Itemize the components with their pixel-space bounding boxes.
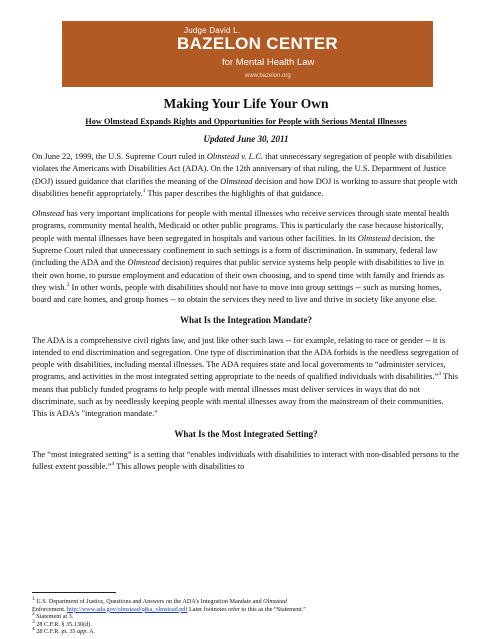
footnote-ref: 1 <box>142 188 146 195</box>
footnote-1-cont: Enforcement. http://www.ada.gov/olmstead/q&a_olmstead.pdf Later footnotes refer to this as the “Statement.” <box>32 605 306 613</box>
logo-url: www.bazelon.org <box>245 73 291 79</box>
page-title: Making Your Life Your Own <box>163 96 329 111</box>
footnote-ref: 2 <box>66 282 70 289</box>
footnotes <box>32 595 462 636</box>
bazelon-center-logo <box>62 21 433 87</box>
section-heading-integration-mandate: What Is the Integration Mandate? <box>180 314 312 325</box>
footnote-divider <box>32 592 116 593</box>
most-integrated-setting-paragraph: The “most integrated setting” is a setting that “enables individuals with disabilities to interact with non-disabled persons to the fullest extent possible.”$^4$ This allows people with disabilities to <box>32 448 459 471</box>
logo-judge-name: Judge David L. <box>184 26 241 35</box>
footnote-1: $^1$ U.S. Department of Justice, Questions and Answers on the ADA’s Integration Mandate and Olmstead <box>32 595 287 605</box>
updated-date: Updated June 30, 2011 <box>203 134 289 144</box>
integration-mandate-paragraph: The ADA is a comprehensive civil rights law, and just like other such laws -- for example, relating to race or gender -- it is intended to end discrimination and segregation. One type of discrimination that the ADA forbids is the needless segregation of people with disabilities, including mental illnesses. The ADA requires state and local governments to “administer services, programs, and activities in the most integrated setting appropriate to the needs of qualified individuals with disabilities.”$^3$ This means that publicly funded programs to help people with mental illnesses must deliver services in ways that do not discriminate, such as by needlessly keeping people with mental illnesses away from the mainstream of their communities. This is ADA's "integration mandate." <box>32 334 459 419</box>
logo-center-name: BAZELON CENTER <box>177 34 338 53</box>
footnote-3: $^3$ 28 C.F.R. § 35.130(d). <box>32 618 92 628</box>
section-heading-most-integrated-setting: What Is the Most Integrated Setting? <box>174 428 318 439</box>
footnote-ref: 4 <box>111 461 115 468</box>
document-body <box>32 96 460 480</box>
footnote-ref: 3 <box>438 371 442 378</box>
page-subtitle: How Olmstead Expands Rights and Opportunities for People with Serious Mental Illnesses <box>85 117 407 126</box>
logo-subtitle: for Mental Health Law <box>222 57 315 68</box>
olmstead-implications-paragraph: Olmstead has very important implications for people with mental illnesses who receive services through state mental health programs, community mental health, Medicaid or other public programs. This is particularly the case because historically, people with mental illnesses have been segregated in hospitals and various other facilities. In its Olmstead decision, the Supreme Court ruled that unnecessary confinement in such settings is a form of discrimination. In summary, federal law (including the ADA and the Olmstead decision) requires that public service systems help people with disabilities to live in their own home, to pursue employment and education of their own choosing, and to spend time with family and friends as they wish.$^2$ In other words, people with disabilities should not have to move into group settings -- such as nursing homes, board and care homes, and group homes -- to obtain the services they need to live and thrive in society like anyone else. <box>32 208 450 305</box>
footnote-2: $^2$ Statement at 3. <box>32 611 74 621</box>
footnote-4: $^4$ 28 C.F.R. pt. 35 app. A. <box>32 626 96 636</box>
statement-link[interactable]: http://www.ada.gov/olmstead/q&a_olmstead.pdf <box>67 605 188 613</box>
intro-paragraph: On June 22, 1999, the U.S. Supreme Court ruled in Olmstead v. L.C. that unnecessary segregation of people with disabilities violates the Americans with Disabilities Act (ADA). On the 12th anniversary of that ruling, the U.S. Department of Justice (DOJ) issued guidance that clarifies the meaning of the Olmstead decision and how DOJ is working to assure that people with disabilities benefit appropriately.$^1$ This paper describes the highlights of that guidance. <box>32 151 458 198</box>
